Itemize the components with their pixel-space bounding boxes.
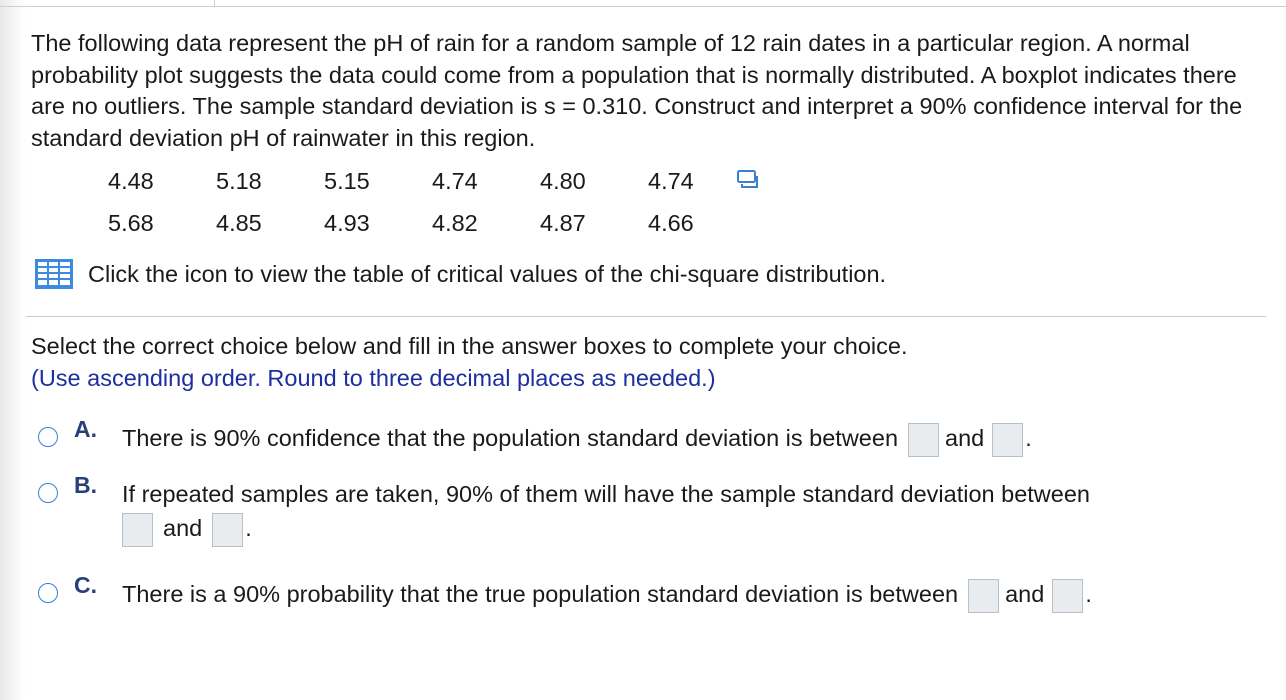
data-value: 4.66: [648, 209, 694, 236]
data-row-1: [108, 160, 756, 202]
instruction-note: (Use ascending order. Round to three decimal places as needed.): [31, 365, 716, 391]
choice-a-statement: There is 90% confidence that the population standard deviation is between: [122, 425, 899, 451]
choice-c-radio[interactable]: [38, 583, 58, 603]
data-value: 5.18: [216, 167, 262, 194]
chi-square-table-link[interactable]: [34, 258, 886, 290]
choice-a-period: .: [1025, 425, 1032, 451]
choice-a-lower-input[interactable]: [908, 423, 939, 457]
question-text: The following data represent the pH of rain for a random sample of 12 rain dates in a particular region. A normal probability plot suggests the data could come from a population that is normally distributed. A boxplot indicates there are no outliers. The sample standard deviation is s = 0.310. Construct and interpret a 90% confidence interval for the standard deviation pH of rainwater in this region.: [31, 30, 1243, 151]
choice-a-radio[interactable]: [38, 427, 58, 447]
choice-c-statement: There is a 90% probability that the true population standard deviation is between: [122, 581, 959, 607]
data-value: 5.68: [108, 209, 154, 236]
choice-a[interactable]: [38, 416, 1032, 457]
data-value: 4.48: [108, 167, 154, 194]
copy-data-icon[interactable]: [736, 168, 760, 190]
data-value: 5.15: [324, 167, 370, 194]
table-grid-icon[interactable]: [34, 258, 74, 290]
table-link-label[interactable]: Click the icon to view the table of critical values of the chi-square distribution.: [88, 260, 887, 287]
choice-b-inputs: [122, 510, 252, 547]
data-value: 4.85: [216, 209, 262, 236]
data-row-2: [108, 202, 756, 244]
data-value: 4.87: [540, 209, 586, 236]
instruction-main: Select the correct choice below and fill in the answer boxes to complete your choice.: [31, 333, 908, 359]
choice-c-and: and: [1005, 581, 1045, 607]
choice-b-letter: B.: [74, 472, 97, 498]
choice-c-lower-input[interactable]: [968, 579, 999, 613]
choice-b-statement: If repeated samples are taken, 90% of them will have the sample standard deviation between: [122, 481, 1090, 507]
top-divider: [0, 6, 1286, 7]
choice-b-lower-input[interactable]: [122, 513, 153, 547]
top-divider-tick: [214, 0, 215, 7]
choice-b[interactable]: [38, 472, 1090, 510]
choice-b-and: and: [163, 515, 203, 541]
data-table: [108, 160, 756, 244]
choice-c-letter: C.: [74, 572, 97, 598]
choice-a-text: [122, 422, 1032, 457]
data-value: 4.74: [432, 167, 478, 194]
data-value: 4.93: [324, 209, 370, 236]
page-left-edge: [0, 0, 26, 700]
choice-c[interactable]: [38, 572, 1092, 613]
choice-b-radio[interactable]: [38, 483, 58, 503]
choice-c-period: .: [1085, 581, 1092, 607]
section-divider: [26, 316, 1266, 317]
choice-a-upper-input[interactable]: [992, 423, 1023, 457]
choice-a-letter: A.: [74, 416, 97, 442]
choice-c-upper-input[interactable]: [1052, 579, 1083, 613]
instructions: [31, 330, 908, 394]
data-value: 4.80: [540, 167, 586, 194]
choice-b-period: .: [245, 515, 252, 541]
choice-c-text: [122, 578, 1092, 613]
choice-b-upper-input[interactable]: [212, 513, 243, 547]
data-value: 4.82: [432, 209, 478, 236]
data-value: 4.74: [648, 167, 694, 194]
choice-a-and: and: [945, 425, 985, 451]
